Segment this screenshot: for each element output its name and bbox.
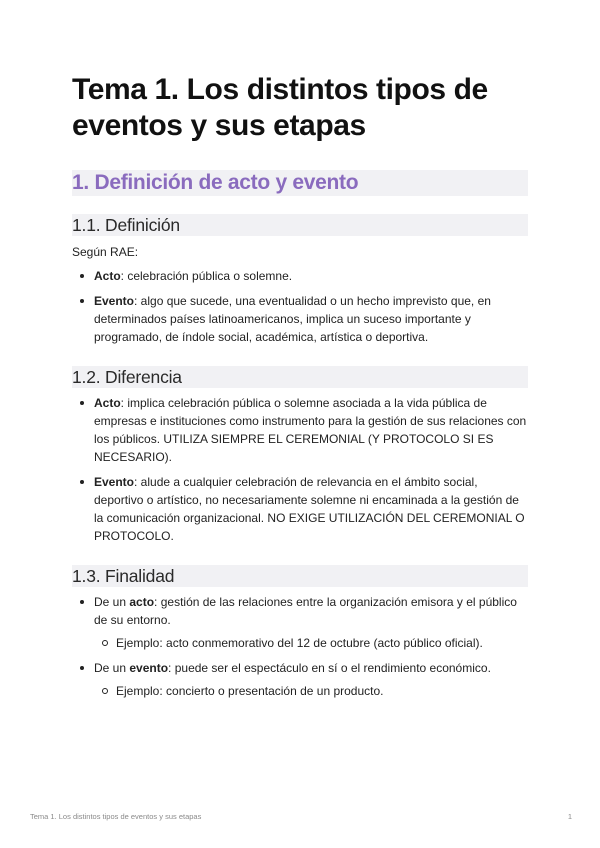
page-number: 1 <box>567 812 572 821</box>
section-heading-1: 1. Definición de acto y evento <box>72 170 528 196</box>
page-title <box>72 72 528 144</box>
list-item: Evento: algo que sucede, una eventualidad o un hecho imprevisto que, en determinados países latinoamericanos, implica un suceso importante y programado, de índole social, académica, artística o deportiva. <box>72 292 528 346</box>
definicion-list <box>72 267 528 353</box>
subsection-heading-definicion: 1.1. Definición <box>72 214 528 236</box>
subsection-heading-diferencia: 1.2. Diferencia <box>72 366 528 388</box>
sub-list-item: Ejemplo: acto conmemorativo del 12 de octubre (acto público oficial). <box>94 634 528 652</box>
list-item: De un evento: puede ser el espectáculo en sí o el rendimiento económico. Ejemplo: concierto o presentación de un producto. <box>72 659 528 700</box>
intro-text: Según RAE: <box>72 245 139 259</box>
sub-list-item: Ejemplo: concierto o presentación de un producto. <box>94 682 528 700</box>
list-item: Evento: alude a cualquier celebración de relevancia en el ámbito social, deportivo o artístico, no necesariamente solemne ni encaminada a la gestión de la comunicación organizacional. NO EXIGE UTILIZACIÓN DEL CEREMONIAL O PROTOCOLO. <box>72 473 528 545</box>
diferencia-list <box>72 394 528 552</box>
footer-title: Tema 1. Los distintos tipos de eventos y sus etapas <box>30 812 202 821</box>
sub-list <box>94 634 528 652</box>
list-item: Acto: implica celebración pública o solemne asociada a la vida pública de empresas e instituciones como instrumento para la gestión de sus relaciones con los públicos. UTILIZA SIEMPRE EL CEREMONIAL (Y PROTOCOLO SI ES NECESARIO). <box>72 394 528 466</box>
list-item: Acto: celebración pública o solemne. <box>72 267 528 285</box>
subsection-heading-finalidad: 1.3. Finalidad <box>72 565 528 587</box>
finalidad-list <box>72 593 528 707</box>
title-line-1: Tema 1. Los distintos tipos de <box>72 73 488 106</box>
title-line-2: eventos y sus etapas <box>72 109 366 142</box>
list-item: De un acto: gestión de las relaciones entre la organización emisora y el público de su entorno. Ejemplo: acto conmemorativo del 12 de octubre (acto público oficial). <box>72 593 528 652</box>
sub-list <box>94 682 528 700</box>
